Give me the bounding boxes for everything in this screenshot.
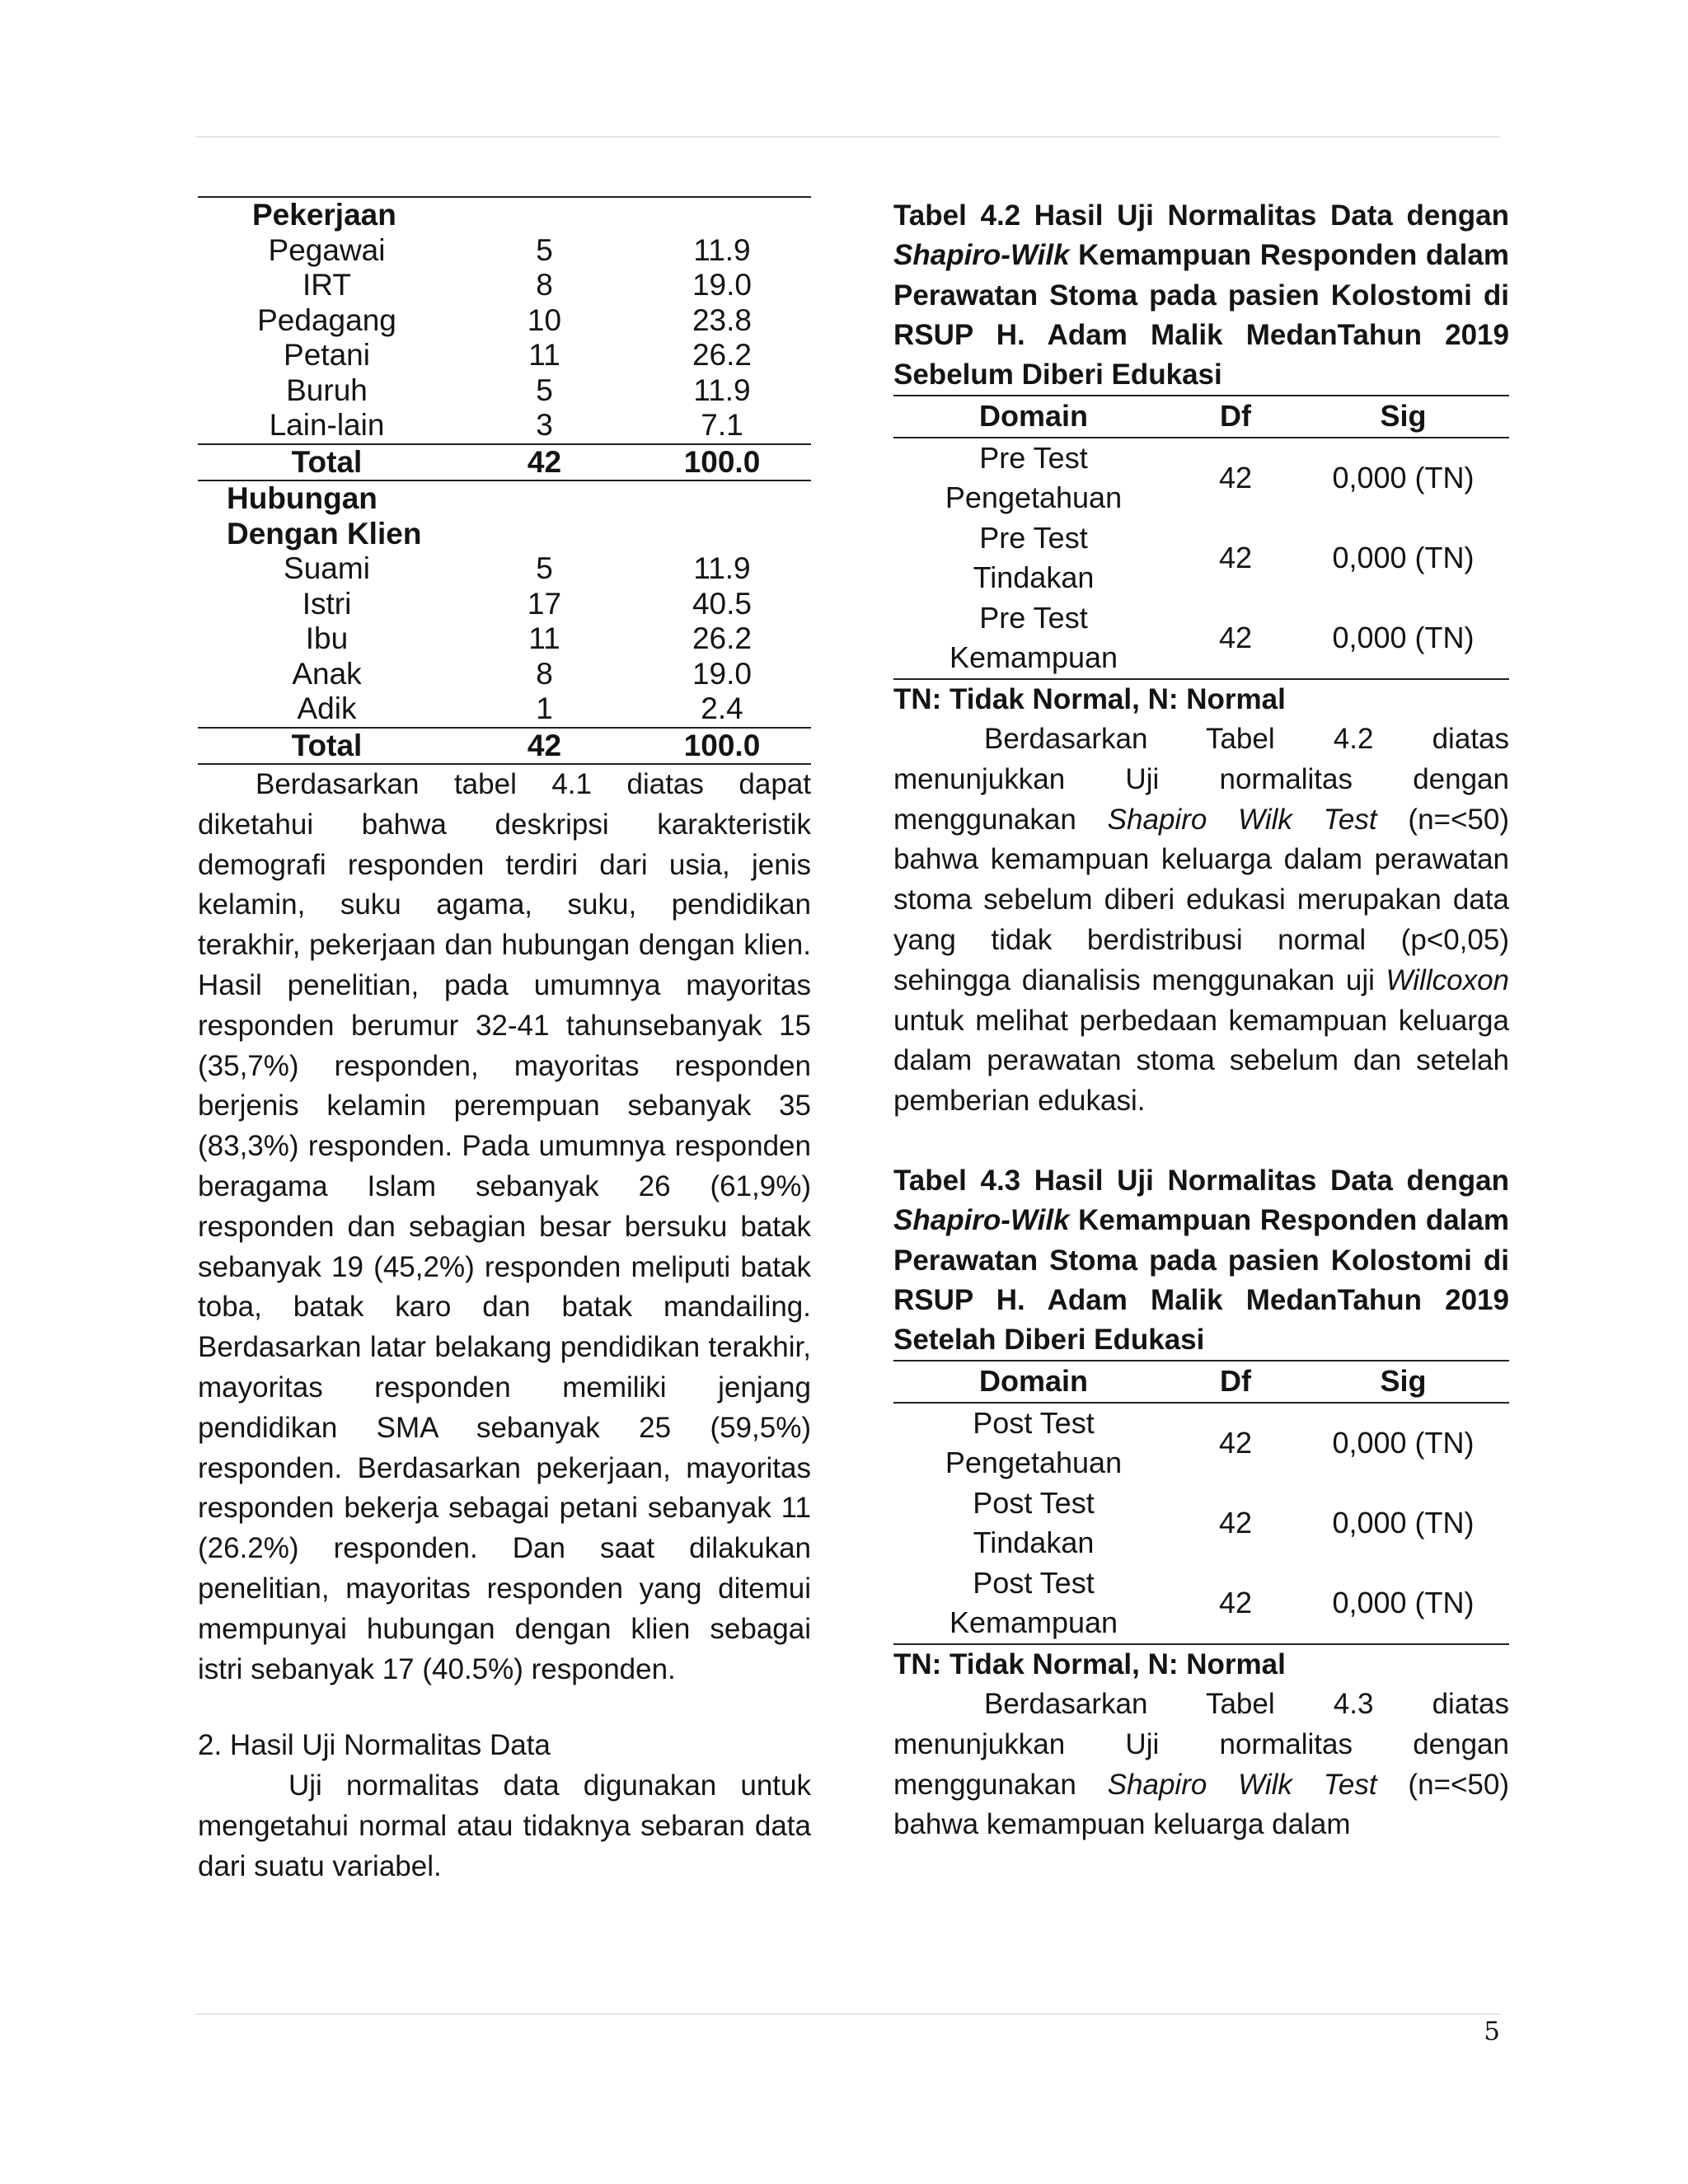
body-paragraph: Uji normalitas data digunakan untuk mengetahui normal atau tidaknya sebaran data dari suatu variabel.	[198, 1769, 811, 1882]
left-column	[198, 196, 811, 1887]
header-rule	[195, 136, 1500, 138]
table-row: Pre Test Pengetahuan 42 0,000 (TN)	[945, 440, 1475, 515]
table-row: Ibu 11 26.2	[305, 621, 752, 655]
table-total-row: Total 42 100.0	[198, 444, 811, 481]
spacer	[893, 1122, 1509, 1161]
table-row: Post Test Tindakan 42 0,000 (TN)	[973, 1485, 1475, 1560]
table-caption: Tabel 4.2 Hasil Uji Normalitas Data dengan Shapiro-Wilk Kemampuan Responden dalam Perawatan Stoma pada pasien Kolostomi di RSUP H. Adam Malik MedanTahun 2019 Sebelum Diberi Edukasi	[893, 199, 1509, 391]
table-row: Suami 5 11.9	[284, 551, 751, 585]
table-row: Pre Test Tindakan 42 0,000 (TN)	[973, 520, 1475, 595]
table-row: IRT 8 19.0	[302, 268, 752, 302]
section-heading: 2. Hasil Uji Normalitas Data	[198, 1729, 551, 1762]
table-header-row: Domain Df Sig	[893, 1361, 1509, 1403]
table-row: Post Test Kemampuan 42 0,000 (TN)	[893, 1563, 1509, 1644]
table-row: Post Test Pengetahuan 42 0,000 (TN)	[945, 1405, 1475, 1480]
table-caption: Tabel 4.3 Hasil Uji Normalitas Data dengan Shapiro-Wilk Kemampuan Responden dalam Perawatan Stoma pada pasien Kolostomi di RSUP H. Adam Malik MedanTahun 2019 Setelah Diberi Edukasi	[893, 1164, 1509, 1357]
table-row: Lain-lain 3 7.1	[198, 408, 811, 444]
table-row: Istri 17 40.5	[302, 586, 752, 621]
table-row: Pegawai 5 11.9	[268, 232, 751, 267]
table-row: Buruh 5 11.9	[286, 373, 751, 407]
table-total-row: Total 42 100.0	[198, 728, 811, 765]
page-number: 5	[1484, 2017, 1500, 2046]
table-row: Anak 8 19.0	[292, 656, 752, 691]
table-section-heading: Hubungan Dengan Klien	[227, 481, 422, 551]
table-note: TN: Tidak Normal, N: Normal	[893, 682, 1286, 715]
table-note: TN: Tidak Normal, N: Normal	[893, 1647, 1286, 1680]
normality-table-pre	[893, 395, 1509, 680]
right-column	[893, 196, 1509, 1845]
table-row: Adik 1 2.4	[198, 691, 811, 728]
footer-rule	[195, 2013, 1500, 2015]
body-paragraph: Berdasarkan tabel 4.1 diatas dapat diketahui bahwa deskripsi karakteristik demografi responden terdiri dari usia, jenis kelamin, suku agama, suku, pendidikan terakhir, pekerjaan dan hubungan dengan klien. Hasil penelitian, pada umumnya mayoritas responden berumur 32-41 tahunsebanyak 15 (35,7%) responden, mayoritas responden berjenis kelamin perempuan sebanyak 35 (83,3%) responden. Pada umumnya responden beragama Islam sebanyak 26 (61,9%) responden dan sebagian besar bersuku batak sebanyak 19 (45,2%) responden meliputi batak toba, batak karo dan batak mandailing. Berdasarkan latar belakang pendidikan terakhir, mayoritas responden memiliki jenjang pendidikan SMA sebanyak 25 (59,5%) responden. Berdasarkan pekerjaan, mayoritas responden bekerja sebagai petani sebanyak 11 (26.2%) responden. Dan saat dilakukan penelitian, mayoritas responden yang ditemui mempunyai hubungan dengan klien sebagai istri sebanyak 17 (40.5%) responden.	[198, 768, 811, 1685]
body-paragraph: Berdasarkan Tabel 4.3 diatas menunjukkan Uji normalitas dengan menggunakan Shapiro Wilk Test (n=<50) bahwa kemampuan keluarga dalam	[893, 1687, 1509, 1841]
table-header-row: Domain Df Sig	[893, 396, 1509, 438]
table-row: Pedagang 10 23.8	[257, 302, 752, 337]
table-section-heading: Pekerjaan	[198, 197, 811, 233]
body-paragraph: Berdasarkan Tabel 4.2 diatas menunjukkan Uji normalitas dengan menggunakan Shapiro Wilk Test (n=<50) bahwa kemampuan keluarga dalam perawatan stoma sebelum diberi edukasi merupakan data yang tidak berdistribusi normal (p<0,05) sehingga dianalisis menggunakan uji Willcoxon untuk melihat perbedaan kemampuan keluarga dalam perawatan stoma sebelum dan setelah pemberian edukasi.	[893, 722, 1509, 1118]
table-row: Pre Test Kemampuan 42 0,000 (TN)	[893, 598, 1509, 679]
table-row: Petani 11 26.2	[284, 338, 752, 372]
demographic-table	[198, 196, 811, 765]
normality-table-post	[893, 1360, 1509, 1645]
